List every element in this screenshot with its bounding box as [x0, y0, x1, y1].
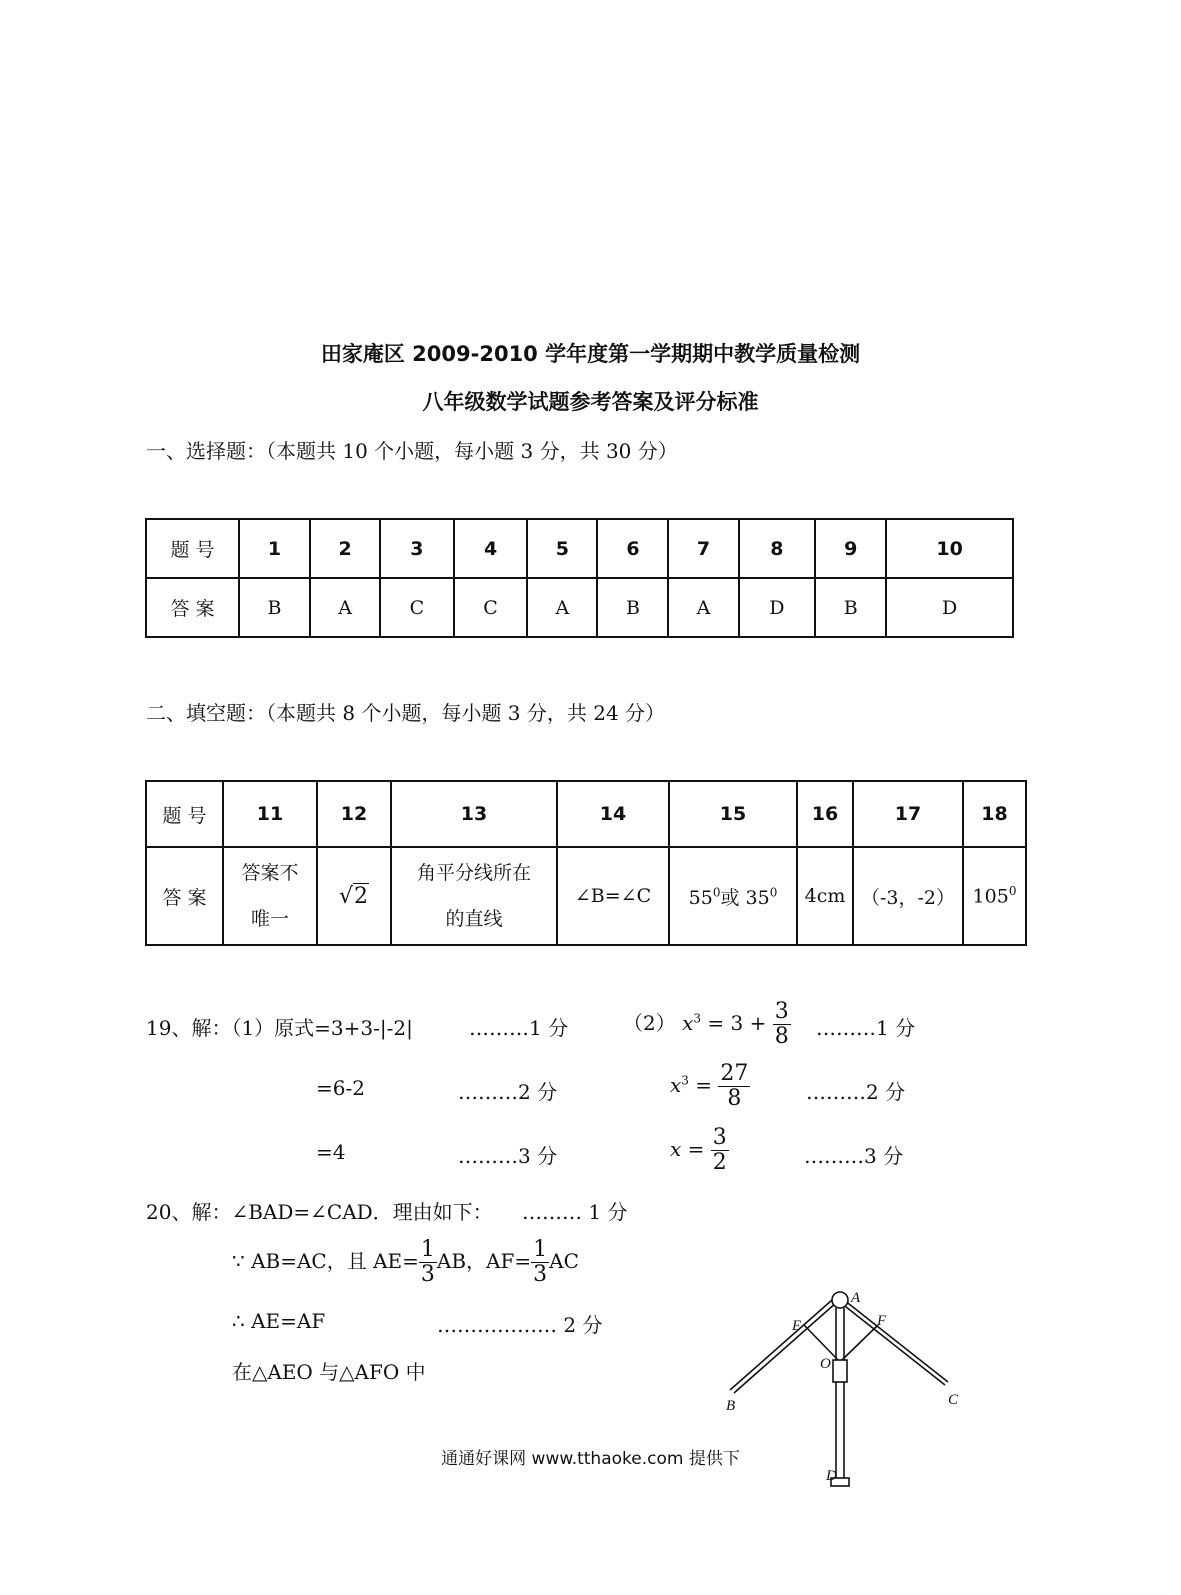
fill-answer-15 [669, 847, 797, 945]
fill-number: 12 [317, 781, 391, 847]
numerator: 3 [774, 999, 789, 1024]
rib-ac-edge [841, 1303, 945, 1385]
choice-number: 2 [310, 519, 380, 578]
row-label-answer: 答 案 [146, 578, 239, 637]
variable: x [670, 1073, 682, 1098]
answer-text: 或 35 [720, 886, 770, 909]
numerator: 3 [712, 1125, 727, 1150]
choice-answer-table [145, 518, 1014, 638]
row-label-number: 题 号 [146, 781, 223, 847]
q20-line3 [232, 1309, 325, 1333]
denominator: 8 [727, 1086, 742, 1112]
answer-text: 105 [972, 885, 1009, 908]
fill-answer-14: ∠B=∠C [557, 847, 669, 945]
point-label: E [792, 1318, 802, 1334]
rib-ab-edge [734, 1302, 837, 1393]
rib-ab [730, 1300, 832, 1390]
q19-score1: ………1 分 [469, 1016, 569, 1040]
therefore-symbol: ∴ [232, 1309, 245, 1333]
row-label-answer: 答 案 [146, 847, 223, 945]
fill-number: 17 [853, 781, 963, 847]
choice-number: 4 [454, 519, 528, 578]
q19-line2: =6-2 [316, 1076, 365, 1100]
choice-number: 6 [597, 519, 668, 578]
q19-line3: =4 [316, 1140, 346, 1164]
choice-number: 5 [527, 519, 597, 578]
q19-eq3-score: ………3 分 [804, 1144, 904, 1168]
answer-text: 55 [688, 886, 713, 909]
q19-eq2-score: ………2 分 [806, 1080, 906, 1104]
degree-mark: 0 [769, 885, 778, 900]
fill-answer-13 [391, 847, 557, 945]
q20-line2 [232, 1238, 579, 1287]
exponent: 3 [693, 1011, 702, 1026]
q19-part2-eq1 [623, 1000, 791, 1049]
choice-answer: A [668, 578, 738, 637]
choice-answer: B [597, 578, 668, 637]
choice-number: 8 [739, 519, 816, 578]
fill-number: 14 [557, 781, 669, 847]
row-label-number: 题 号 [146, 519, 239, 578]
degree-mark: 0 [712, 885, 721, 900]
answer-line: 角平分线所在 [416, 862, 531, 884]
page-subtitle: 八年级数学试题参考答案及评分标准 [422, 390, 759, 414]
fill-answer-table [145, 780, 1027, 946]
answer-line: 唯一 [250, 908, 289, 930]
choice-number: 9 [815, 519, 886, 578]
fill-answer-11 [223, 847, 317, 945]
fill-answer-18 [963, 847, 1026, 945]
point-label: A [851, 1290, 861, 1306]
q19-part2-eq2 [670, 1062, 750, 1111]
q20-line4: 在△AEO 与△AFO 中 [232, 1360, 426, 1384]
choice-answer: D [886, 578, 1013, 637]
fraction [531, 1238, 549, 1287]
variable: x [670, 1137, 682, 1162]
choice-answer: A [310, 578, 380, 637]
point-label: O [820, 1356, 831, 1372]
joint-a [832, 1292, 848, 1308]
q19-eq1-score: ………1 分 [816, 1016, 916, 1040]
point-label: D [826, 1468, 837, 1484]
fill-answer-12 [317, 847, 391, 945]
choice-number: 1 [239, 519, 310, 578]
slider-o [833, 1360, 847, 1382]
degree-mark: 0 [1008, 884, 1017, 899]
answer-line: 的直线 [445, 908, 503, 930]
proof-text: AE=AF [244, 1309, 326, 1333]
q20-line1: 20、解：∠BAD=∠CAD．理由如下： [146, 1200, 493, 1224]
section2-heading: 二、填空题：（本题共 8 个小题，每小题 3 分，共 24 分） [146, 701, 666, 725]
q19-score3: ………3 分 [458, 1144, 558, 1168]
fraction [773, 1000, 791, 1049]
q19-line1: 19、解：（1）原式=3+3-|-2| [146, 1016, 413, 1040]
choice-number: 7 [668, 519, 738, 578]
variable: x [682, 1011, 694, 1036]
q20-score2: ……………… 2 分 [437, 1313, 603, 1337]
fill-answer-17: （-3，-2） [853, 847, 963, 945]
equation-text: = 3 + [701, 1011, 773, 1036]
strut-fo [842, 1325, 878, 1360]
choice-answer: C [454, 578, 528, 637]
fraction [419, 1238, 437, 1287]
q20-score1: ……… 1 分 [522, 1200, 628, 1224]
denominator: 2 [712, 1150, 727, 1176]
fill-number: 13 [391, 781, 557, 847]
choice-answer: C [380, 578, 454, 637]
page-title: 田家庵区 2009-2010 学年度第一学期期中教学质量检测 [320, 342, 861, 366]
radicand: 2 [354, 883, 369, 909]
fill-number: 11 [223, 781, 317, 847]
proof-text: AB=AC，且 AE= [244, 1249, 419, 1274]
choice-answer: D [739, 578, 816, 637]
numerator: 27 [720, 1061, 749, 1086]
q19-part2-eq3 [670, 1126, 729, 1175]
proof-text: AC [549, 1249, 579, 1274]
strut-eo [804, 1325, 838, 1360]
footer-text: 通通好课网 www.tthaoke.com 提供下 [441, 1449, 740, 1469]
point-label: F [877, 1313, 887, 1329]
part-label: （2） [623, 1011, 676, 1036]
proof-text: AB，AF= [436, 1249, 532, 1274]
fraction [711, 1126, 729, 1175]
because-symbol: ∵ [232, 1249, 245, 1274]
fill-answer-16: 4cm [797, 847, 853, 945]
sqrt-symbol: √2 [338, 883, 369, 909]
point-label: C [948, 1392, 959, 1408]
choice-number: 10 [886, 519, 1013, 578]
denominator: 3 [533, 1262, 548, 1288]
equation-text: = [681, 1137, 711, 1162]
numerator: 1 [533, 1237, 548, 1262]
numerator: 1 [420, 1237, 435, 1262]
choice-answer: B [239, 578, 310, 637]
q19-score2: ………2 分 [458, 1080, 558, 1104]
denominator: 8 [774, 1024, 789, 1050]
choice-answer: B [815, 578, 886, 637]
rib-ac [844, 1300, 948, 1382]
choice-answer: A [527, 578, 597, 637]
choice-number: 3 [380, 519, 454, 578]
answer-line: 答案不 [241, 862, 299, 884]
fill-number: 15 [669, 781, 797, 847]
exponent: 3 [681, 1073, 689, 1088]
section1-heading: 一、选择题：（本题共 10 个小题，每小题 3 分，共 30 分） [146, 439, 678, 463]
point-label: B [726, 1398, 736, 1414]
fill-number: 16 [797, 781, 853, 847]
fraction [718, 1062, 750, 1111]
equation-text: = [688, 1073, 719, 1098]
fill-number: 18 [963, 781, 1026, 847]
denominator: 3 [420, 1262, 435, 1288]
